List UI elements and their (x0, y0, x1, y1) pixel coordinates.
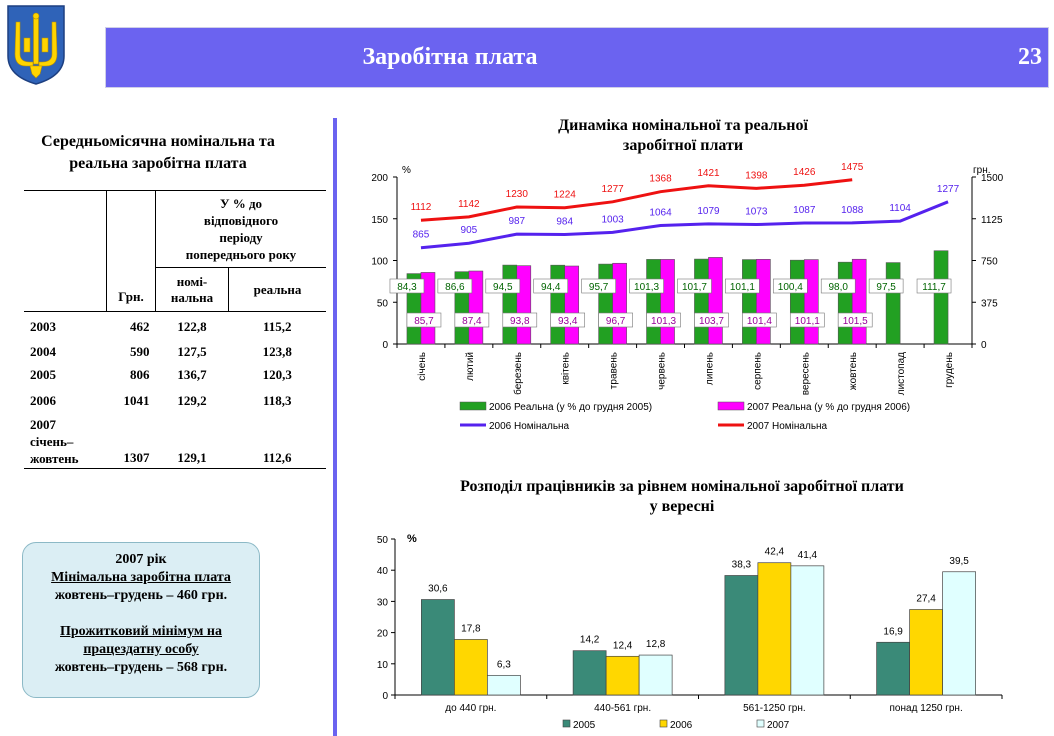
bar-2006-real (647, 259, 661, 344)
row-real: 112,6 (229, 415, 327, 469)
data-label: 94,5 (493, 282, 513, 293)
data-label: 12,8 (645, 639, 666, 651)
note-subsistence-value: жовтень–грудень – 568 грн. (54, 660, 228, 675)
data-label: 111,7 (922, 282, 946, 293)
left-axis-tick-label: 50 (376, 298, 388, 310)
data-label: 97,5 (876, 282, 896, 293)
table-header-real: реальна (229, 268, 327, 312)
bar-2007-real (852, 259, 866, 344)
table-row (24, 387, 326, 415)
data-label: 12,4 (612, 640, 633, 652)
line-data-label: 1079 (697, 205, 720, 217)
section-divider (333, 118, 337, 736)
x-axis-category-label: лютий (464, 352, 476, 381)
bar-2006-real (742, 260, 756, 344)
data-label: 101,4 (746, 316, 772, 327)
min-wage-note (22, 542, 260, 698)
x-axis-category-label: 440-561 грн. (594, 703, 652, 714)
table-header-group-line4: попереднього року (185, 247, 297, 262)
bar-2006-real (551, 265, 565, 344)
data-label: 86,6 (445, 282, 465, 293)
row-uah: 462 (130, 318, 150, 334)
table-header-group-line3: періоду (219, 230, 263, 245)
y-axis-tick-label: 0 (382, 691, 388, 702)
dynamics-chart-title-line1: Динаміка номінальної та реальної (558, 117, 808, 134)
row-real: 120,3 (262, 366, 292, 382)
legend-swatch (460, 402, 486, 410)
bar-2005 (725, 576, 758, 695)
data-label: 27,4 (916, 593, 936, 605)
legend-label: 2006 (670, 720, 693, 731)
x-axis-category-label: грудень (944, 352, 956, 388)
bar-2006-real (503, 265, 517, 344)
distribution-chart-title-line2: у вересні (649, 498, 715, 515)
y-axis-tick-label: 10 (376, 659, 388, 671)
line-data-label: 1073 (745, 206, 768, 218)
data-label: 30,6 (428, 583, 448, 595)
right-axis-unit: грн. (973, 165, 991, 176)
y-axis-tick-label: 50 (376, 535, 388, 546)
bar-2006 (758, 563, 791, 695)
table-row (24, 341, 326, 363)
table-header-nominal (156, 268, 229, 312)
y-axis-unit: % (407, 533, 417, 545)
table-header-nominal-line1: номі- (176, 273, 208, 289)
line-data-label: 1224 (553, 189, 576, 201)
data-label: 101,3 (651, 316, 677, 327)
left-axis-tick-label: 100 (371, 256, 388, 268)
table-header-group (156, 191, 327, 268)
data-label: 100,4 (777, 282, 803, 293)
line-data-label: 1112 (410, 202, 432, 214)
data-label: 95,7 (588, 282, 609, 293)
bar-2007 (639, 655, 672, 695)
row-nominal: 129,1 (156, 415, 229, 469)
wage-table (24, 190, 326, 469)
row-real: 118,3 (262, 392, 292, 408)
row-period-line2: січень– (30, 433, 74, 449)
row-uah: 1041 (123, 392, 150, 408)
legend-swatch (757, 720, 764, 727)
row-period: 2003 (30, 318, 56, 334)
row-period-line1: 2007 (30, 416, 56, 432)
data-label: 101,1 (794, 316, 820, 327)
x-axis-category-label: жовтень (848, 352, 860, 391)
note-subsistence-line1: Прожитковий мінімум на (60, 624, 222, 639)
line-data-label: 987 (508, 216, 526, 228)
legend-swatch (563, 720, 570, 727)
x-axis-category-label: березень (512, 352, 524, 395)
data-label: 42,4 (764, 546, 785, 558)
left-axis-unit: % (402, 165, 411, 176)
x-axis-category-label: липень (704, 352, 716, 386)
row-nominal: 129,2 (177, 392, 207, 408)
row-nominal: 122,8 (177, 318, 207, 334)
table-row (24, 363, 326, 387)
dynamics-chart-title (440, 116, 926, 156)
x-axis-category-label: травень (608, 352, 620, 390)
line-data-label: 1230 (505, 189, 528, 201)
data-label: 101,5 (842, 316, 868, 327)
bar-2006 (910, 610, 943, 695)
note-year: 2007 рік (115, 552, 167, 567)
y-axis-tick-label: 30 (376, 597, 388, 609)
line-data-label: 865 (412, 229, 430, 241)
bar-2007-real (708, 257, 722, 344)
legend-label: 2005 (573, 720, 596, 731)
line-data-label: 1277 (936, 183, 960, 195)
line-data-label: 984 (556, 216, 574, 228)
bar-2005 (573, 651, 606, 695)
data-label: 87,4 (462, 316, 482, 327)
line-data-label: 905 (460, 225, 478, 237)
bar-2006-real (790, 260, 804, 344)
table-header-group-line1: У % до (219, 196, 263, 211)
x-axis-category-label: листопад (896, 352, 908, 396)
distribution-chart-title-line1: Розподіл працівників за рівнем номінальної заробітної плати (460, 478, 904, 495)
bar-2007 (943, 572, 976, 695)
bar-2007-real (517, 266, 531, 344)
x-axis-category-label: до 440 грн. (445, 703, 497, 714)
data-label: 96,7 (605, 316, 626, 327)
page-title: Заробітна плата (362, 44, 538, 70)
bar-2007-real (804, 260, 818, 344)
data-label: 101,7 (681, 282, 707, 293)
row-real: 123,8 (262, 343, 292, 359)
x-axis-category-label: січень (416, 352, 428, 381)
table-row (24, 415, 326, 469)
table-header-empty-2 (24, 268, 107, 312)
right-axis-tick-label: 1125 (981, 214, 1003, 226)
dynamics-chart-title-line2: заробітної плати (622, 137, 744, 154)
bar-2007-real (613, 263, 627, 344)
row-nominal: 136,7 (177, 366, 207, 382)
legend-swatch (718, 402, 744, 410)
data-label: 93,4 (557, 316, 578, 327)
x-axis-category-label: вересень (800, 352, 812, 396)
line-data-label: 1277 (601, 183, 624, 195)
line-data-label: 1064 (649, 207, 672, 219)
note-spacer (23, 605, 259, 623)
bar-2005 (421, 600, 454, 695)
data-label: 93,8 (510, 316, 530, 327)
line-data-label: 1475 (841, 161, 864, 173)
row-period: 2004 (30, 343, 56, 359)
data-label: 41,4 (797, 549, 818, 561)
data-label: 85,7 (414, 316, 434, 327)
bar-2006-real (599, 264, 613, 344)
bar-2007-real (565, 266, 579, 344)
data-label: 16,9 (883, 626, 903, 638)
row-nominal: 127,5 (177, 343, 207, 359)
bar-2006-real (694, 259, 708, 344)
data-label: 14,2 (579, 634, 600, 646)
y-axis-tick-label: 20 (376, 628, 388, 640)
line-data-label: 1087 (793, 204, 816, 216)
data-label: 84,3 (397, 282, 417, 293)
row-uah: 590 (130, 343, 150, 359)
row-period-line3: жовтень (30, 450, 79, 466)
row-period (24, 415, 107, 469)
right-axis-tick-label: 0 (981, 340, 987, 351)
legend-label: 2007 Реальна (у % до грудня 2006) (747, 402, 911, 413)
x-axis-category-label: 561-1250 грн. (743, 703, 806, 714)
table-row (24, 313, 326, 341)
wage-table-title-line2: реальна заробітна плата (69, 155, 247, 172)
bar-2006-real (934, 251, 948, 344)
data-label: 101,1 (729, 282, 755, 293)
data-label: 103,7 (698, 316, 724, 327)
right-axis-tick-label: 375 (981, 298, 998, 310)
line-data-label: 1398 (745, 170, 768, 182)
data-label: 6,3 (496, 659, 511, 671)
table-header-uah: Грн. (107, 191, 156, 312)
line-data-label: 1104 (889, 203, 911, 215)
bar-2007-real (756, 259, 770, 344)
dynamics-chart (340, 158, 1054, 442)
bar-2007 (487, 675, 520, 695)
bar-2007 (791, 566, 824, 695)
line-data-label: 1142 (458, 198, 480, 210)
y-axis-tick-label: 40 (376, 566, 388, 578)
data-label: 101,3 (634, 282, 660, 293)
table-header-nominal-line2: нальна (170, 289, 214, 305)
coat-of-arms-logo (4, 4, 68, 86)
data-label: 94,4 (540, 282, 561, 293)
line-data-label: 1088 (841, 204, 864, 216)
line-data-label: 1003 (601, 214, 624, 226)
legend-label: 2007 (767, 720, 790, 731)
note-min-wage-label: Мінімальна заробітна плата (51, 570, 231, 585)
data-label: 98,0 (828, 282, 848, 293)
wage-table-title (8, 131, 308, 175)
right-axis-tick-label: 1500 (981, 173, 1004, 184)
right-axis-tick-label: 750 (981, 256, 998, 268)
distribution-chart (340, 528, 1054, 736)
bar-2005 (877, 642, 910, 695)
bar-2006-real (886, 263, 900, 344)
line-2006-nominal (421, 202, 948, 248)
legend-label: 2006 Реальна (у % до грудня 2005) (489, 402, 653, 413)
note-subsistence-line2: працездатну особу (83, 642, 199, 657)
left-axis-tick-label: 150 (371, 214, 388, 226)
bar-2006 (606, 656, 639, 695)
data-label: 39,5 (949, 555, 969, 567)
page-number: 23 (1018, 44, 1042, 70)
row-real: 115,2 (262, 318, 292, 334)
line-data-label: 1421 (697, 167, 720, 179)
distribution-chart-title (380, 477, 984, 517)
line-data-label: 1426 (793, 167, 816, 179)
wage-table-title-line1: Середньомісячна номінальна та (41, 133, 275, 150)
note-min-wage-value: жовтень–грудень – 460 грн. (54, 588, 228, 603)
left-axis-tick-label: 0 (382, 340, 388, 351)
row-period: 2005 (30, 366, 56, 382)
table-header-empty (24, 191, 107, 268)
row-uah: 1307 (107, 415, 156, 469)
line-data-label: 1368 (649, 173, 672, 185)
bar-2006 (454, 639, 487, 695)
legend-label: 2006 Номінальна (489, 421, 570, 432)
bar-2006-real (838, 262, 852, 344)
table-header-group-line2: відповідного (203, 213, 279, 228)
bar-2007-real (661, 259, 675, 344)
row-period: 2006 (30, 392, 56, 408)
legend-swatch (660, 720, 667, 727)
row-uah: 806 (130, 366, 150, 382)
x-axis-category-label: квітень (560, 352, 572, 385)
data-label: 38,3 (731, 559, 752, 571)
x-axis-category-label: червень (656, 352, 668, 390)
x-axis-category-label: серпень (752, 352, 764, 390)
legend-label: 2007 Номінальна (747, 421, 828, 432)
data-label: 17,8 (461, 623, 481, 635)
left-axis-tick-label: 200 (371, 173, 388, 184)
x-axis-category-label: понад 1250 грн. (889, 703, 963, 714)
line-2007-nominal (421, 180, 852, 220)
